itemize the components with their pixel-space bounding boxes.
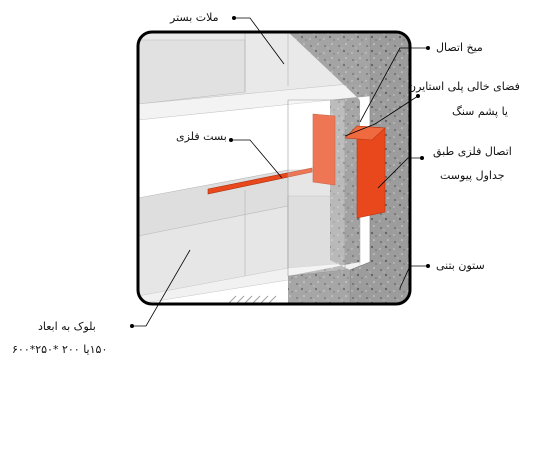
label-anchor-nail: میخ اتصال: [436, 41, 483, 54]
label-block-line1: بلوک به ابعاد: [38, 320, 96, 333]
block-outline: [288, 100, 345, 276]
label-concrete-column: ستون بتنی: [436, 259, 485, 272]
label-mortar: ملات بستر: [170, 11, 219, 24]
label-gap-line2: یا پشم سنگ: [452, 105, 508, 118]
label-gap-line1: فضای خالی پلی استایرن: [408, 80, 520, 93]
label-connection-line2: جداول پیوست: [440, 169, 505, 182]
label-metal-tie: بست فلزی: [176, 130, 227, 143]
label-block-line2: ۱۵۰یا ۲۰۰ *۲۵۰*۶۰۰: [12, 343, 108, 356]
label-connection-line1: اتصال فلزی طبق: [433, 145, 512, 158]
